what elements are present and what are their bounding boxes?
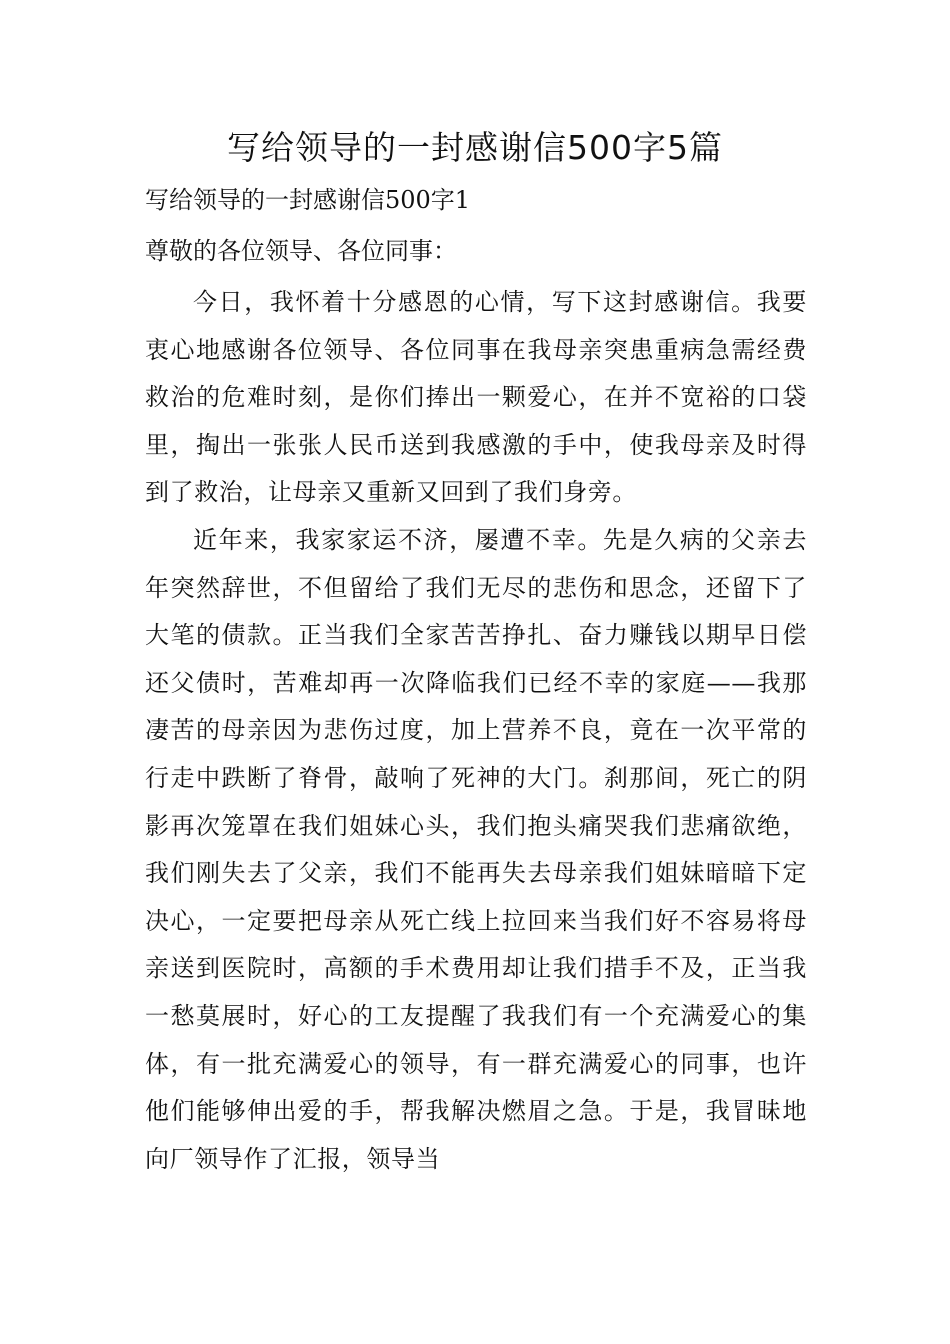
letter-salutation: 尊敬的各位领导、各位同事： (145, 237, 457, 265)
document-title: 写给领导的一封感谢信500字5篇 (227, 128, 723, 167)
letter-body (145, 279, 807, 1183)
body-paragraph-2: 近年来，我家家运不济，屡遭不幸。先是久病的父亲去年突然辞世，不但留给了我们无尽的悲伤和思念，还留下了大笔的债款。正当我们全家苦苦挣扎、奋力赚钱以期早日偿还父债时，苦难却再一次降临我们已经不幸的家庭——我那凄苦的母亲因为悲伤过度，加上营养不良，竟在一次平常的行走中跌断了脊骨，敲响了死神的大门。刹那间，死亡的阴影再次笼罩在我们姐妹心头，我们抱头痛哭我们悲痛欲绝，我们刚失去了父亲，我们不能再失去母亲我们姐妹暗暗下定决心，一定要把母亲从死亡线上拉回来当我们好不容易将母亲送到医院时，高额的手术费用却让我们措手不及，正当我一愁莫展时，好心的工友提醒了我我们有一个充满爱心的集体，有一批充满爱心的领导，有一群充满爱心的同事，也许他们能够伸出爱的手，帮我解决燃眉之急。于是，我冒昧地向厂领导作了汇报，领导当 (145, 525, 807, 1173)
body-paragraph-1: 今日，我怀着十分感恩的心情，写下这封感谢信。我要衷心地感谢各位领导、各位同事在我母亲突患重病急需经费救治的危难时刻，是你们捧出一颗爱心，在并不宽裕的口袋里，掏出一张张人民币送到我感激的手中，使我母亲及时得到了救治，让母亲又重新又回到了我们身旁。 (145, 288, 807, 507)
letter-subtitle: 写给领导的一封感谢信500字1 (145, 186, 471, 214)
